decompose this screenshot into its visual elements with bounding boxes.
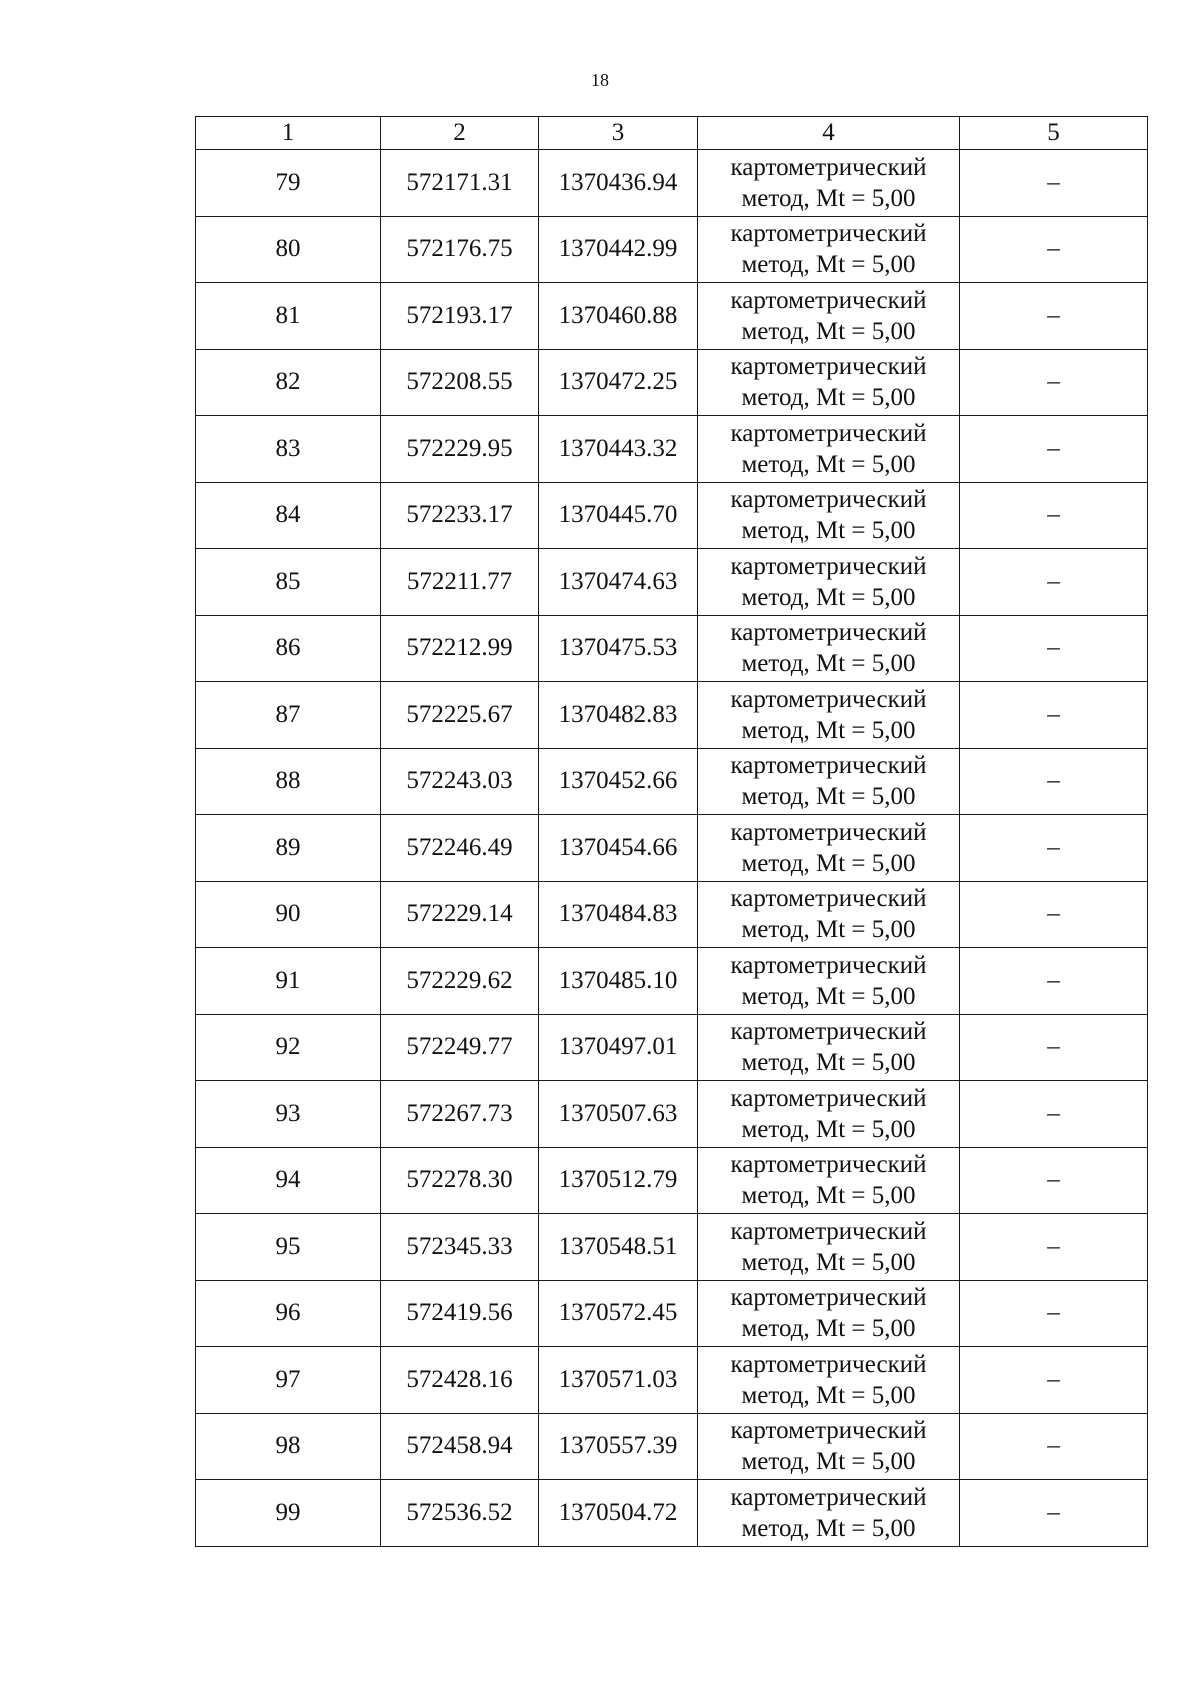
- method-line-2: метод, Mt = 5,00: [741, 783, 916, 811]
- note-cell: –: [960, 682, 1148, 749]
- y-coordinate-cell: 1370452.66: [539, 748, 698, 815]
- y-coordinate-cell: 1370557.39: [539, 1413, 698, 1480]
- note-cell: –: [960, 1480, 1148, 1547]
- method-line-2: метод, Mt = 5,00: [741, 1248, 916, 1276]
- method-cell: [698, 150, 960, 217]
- method-line-2: метод, Mt = 5,00: [741, 317, 916, 345]
- note-cell: –: [960, 482, 1148, 549]
- x-coordinate-cell: 572212.99: [381, 615, 539, 682]
- method-cell: [698, 615, 960, 682]
- x-coordinate-cell: 572278.30: [381, 1147, 539, 1214]
- table-row: [196, 815, 1148, 882]
- x-coordinate-cell: 572536.52: [381, 1480, 539, 1547]
- table-row: [196, 1014, 1148, 1081]
- point-number-cell: 93: [196, 1081, 381, 1148]
- table-row: [196, 1147, 1148, 1214]
- method-cell: [698, 1413, 960, 1480]
- method-line-2: метод, Mt = 5,00: [741, 650, 916, 678]
- note-cell: –: [960, 748, 1148, 815]
- note-cell: –: [960, 1347, 1148, 1414]
- point-number-cell: 82: [196, 349, 381, 416]
- point-number-cell: 86: [196, 615, 381, 682]
- method-line-1: картометрический: [730, 1084, 927, 1112]
- table-row: [196, 150, 1148, 217]
- point-number-cell: 88: [196, 748, 381, 815]
- y-coordinate-cell: 1370485.10: [539, 948, 698, 1015]
- table-row: [196, 1081, 1148, 1148]
- method-line-1: картометрический: [730, 752, 927, 780]
- header-col-1: 1: [196, 117, 381, 150]
- method-line-2: метод, Mt = 5,00: [741, 982, 916, 1010]
- method-line-1: картометрический: [730, 1284, 927, 1312]
- y-coordinate-cell: 1370507.63: [539, 1081, 698, 1148]
- x-coordinate-cell: 572171.31: [381, 150, 539, 217]
- y-coordinate-cell: 1370475.53: [539, 615, 698, 682]
- method-cell: [698, 416, 960, 483]
- method-cell: [698, 748, 960, 815]
- method-line-1: картометрический: [730, 619, 927, 647]
- x-coordinate-cell: 572233.17: [381, 482, 539, 549]
- method-cell: [698, 1081, 960, 1148]
- x-coordinate-cell: 572246.49: [381, 815, 539, 882]
- point-number-cell: 99: [196, 1480, 381, 1547]
- method-line-2: метод, Mt = 5,00: [741, 1448, 916, 1476]
- table-row: [196, 1280, 1148, 1347]
- method-line-2: метод, Mt = 5,00: [741, 1381, 916, 1409]
- method-cell: [698, 1147, 960, 1214]
- point-number-cell: 96: [196, 1280, 381, 1347]
- table-row: [196, 1480, 1148, 1547]
- table-row: [196, 283, 1148, 350]
- y-coordinate-cell: 1370571.03: [539, 1347, 698, 1414]
- note-cell: –: [960, 815, 1148, 882]
- method-cell: [698, 1347, 960, 1414]
- note-cell: –: [960, 150, 1148, 217]
- table-row: [196, 748, 1148, 815]
- note-cell: –: [960, 1413, 1148, 1480]
- method-cell: [698, 1280, 960, 1347]
- note-cell: –: [960, 615, 1148, 682]
- method-line-1: картометрический: [730, 951, 927, 979]
- x-coordinate-cell: 572229.14: [381, 881, 539, 948]
- point-number-cell: 80: [196, 216, 381, 283]
- method-line-1: картометрический: [730, 818, 927, 846]
- table-row: [196, 416, 1148, 483]
- x-coordinate-cell: 572225.67: [381, 682, 539, 749]
- y-coordinate-cell: 1370460.88: [539, 283, 698, 350]
- note-cell: –: [960, 1147, 1148, 1214]
- y-coordinate-cell: 1370474.63: [539, 549, 698, 616]
- method-line-2: метод, Mt = 5,00: [741, 1049, 916, 1077]
- x-coordinate-cell: 572176.75: [381, 216, 539, 283]
- point-number-cell: 97: [196, 1347, 381, 1414]
- method-line-1: картометрический: [730, 1350, 927, 1378]
- method-cell: [698, 216, 960, 283]
- x-coordinate-cell: 572267.73: [381, 1081, 539, 1148]
- y-coordinate-cell: 1370484.83: [539, 881, 698, 948]
- point-number-cell: 90: [196, 881, 381, 948]
- note-cell: –: [960, 549, 1148, 616]
- y-coordinate-cell: 1370482.83: [539, 682, 698, 749]
- method-cell: [698, 1214, 960, 1281]
- point-number-cell: 98: [196, 1413, 381, 1480]
- table-row: [196, 682, 1148, 749]
- method-line-2: метод, Mt = 5,00: [741, 916, 916, 944]
- table-row: [196, 216, 1148, 283]
- method-cell: [698, 1014, 960, 1081]
- table-row: [196, 1413, 1148, 1480]
- point-number-cell: 81: [196, 283, 381, 350]
- y-coordinate-cell: 1370504.72: [539, 1480, 698, 1547]
- method-line-2: метод, Mt = 5,00: [741, 1182, 916, 1210]
- table-body: [196, 150, 1148, 1547]
- y-coordinate-cell: 1370512.79: [539, 1147, 698, 1214]
- coordinates-table: [195, 116, 1148, 1547]
- x-coordinate-cell: 572243.03: [381, 748, 539, 815]
- method-cell: [698, 682, 960, 749]
- note-cell: –: [960, 349, 1148, 416]
- note-cell: –: [960, 1280, 1148, 1347]
- y-coordinate-cell: 1370497.01: [539, 1014, 698, 1081]
- method-cell: [698, 881, 960, 948]
- x-coordinate-cell: 572211.77: [381, 549, 539, 616]
- point-number-cell: 87: [196, 682, 381, 749]
- note-cell: –: [960, 1014, 1148, 1081]
- table-row: [196, 549, 1148, 616]
- table-row: [196, 615, 1148, 682]
- method-cell: [698, 1480, 960, 1547]
- header-col-4: 4: [698, 117, 960, 150]
- table-row: [196, 881, 1148, 948]
- y-coordinate-cell: 1370443.32: [539, 416, 698, 483]
- table-row: [196, 349, 1148, 416]
- header-row: [196, 117, 1148, 150]
- y-coordinate-cell: 1370445.70: [539, 482, 698, 549]
- method-line-1: картометрический: [730, 486, 927, 514]
- note-cell: –: [960, 881, 1148, 948]
- point-number-cell: 85: [196, 549, 381, 616]
- y-coordinate-cell: 1370472.25: [539, 349, 698, 416]
- method-line-2: метод, Mt = 5,00: [741, 1115, 916, 1143]
- note-cell: –: [960, 948, 1148, 1015]
- x-coordinate-cell: 572428.16: [381, 1347, 539, 1414]
- method-line-1: картометрический: [730, 419, 927, 447]
- method-line-1: картометрический: [730, 353, 927, 381]
- method-line-2: метод, Mt = 5,00: [741, 1315, 916, 1343]
- table-header: [196, 117, 1148, 150]
- method-line-1: картометрический: [730, 1417, 927, 1445]
- point-number-cell: 94: [196, 1147, 381, 1214]
- method-line-2: метод, Mt = 5,00: [741, 716, 916, 744]
- x-coordinate-cell: 572208.55: [381, 349, 539, 416]
- method-line-2: метод, Mt = 5,00: [741, 517, 916, 545]
- method-line-1: картометрический: [730, 1151, 927, 1179]
- header-col-2: 2: [381, 117, 539, 150]
- method-cell: [698, 815, 960, 882]
- x-coordinate-cell: 572419.56: [381, 1280, 539, 1347]
- method-line-1: картометрический: [730, 1018, 927, 1046]
- method-line-2: метод, Mt = 5,00: [741, 450, 916, 478]
- y-coordinate-cell: 1370442.99: [539, 216, 698, 283]
- y-coordinate-cell: 1370436.94: [539, 150, 698, 217]
- method-cell: [698, 283, 960, 350]
- y-coordinate-cell: 1370572.45: [539, 1280, 698, 1347]
- note-cell: –: [960, 1081, 1148, 1148]
- method-line-2: метод, Mt = 5,00: [741, 184, 916, 212]
- header-col-3: 3: [539, 117, 698, 150]
- method-cell: [698, 549, 960, 616]
- table-row: [196, 1347, 1148, 1414]
- point-number-cell: 84: [196, 482, 381, 549]
- table-row: [196, 1214, 1148, 1281]
- method-line-1: картометрический: [730, 1483, 927, 1511]
- method-line-1: картометрический: [730, 1217, 927, 1245]
- note-cell: –: [960, 1214, 1148, 1281]
- note-cell: –: [960, 416, 1148, 483]
- method-line-1: картометрический: [730, 885, 927, 913]
- y-coordinate-cell: 1370548.51: [539, 1214, 698, 1281]
- method-line-1: картометрический: [730, 286, 927, 314]
- method-line-1: картометрический: [730, 552, 927, 580]
- x-coordinate-cell: 572193.17: [381, 283, 539, 350]
- x-coordinate-cell: 572229.62: [381, 948, 539, 1015]
- point-number-cell: 95: [196, 1214, 381, 1281]
- note-cell: –: [960, 216, 1148, 283]
- method-line-2: метод, Mt = 5,00: [741, 583, 916, 611]
- x-coordinate-cell: 572229.95: [381, 416, 539, 483]
- x-coordinate-cell: 572345.33: [381, 1214, 539, 1281]
- point-number-cell: 91: [196, 948, 381, 1015]
- method-line-2: метод, Mt = 5,00: [741, 1514, 916, 1542]
- table-row: [196, 482, 1148, 549]
- method-cell: [698, 482, 960, 549]
- x-coordinate-cell: 572458.94: [381, 1413, 539, 1480]
- method-cell: [698, 349, 960, 416]
- method-line-2: метод, Mt = 5,00: [741, 849, 916, 877]
- point-number-cell: 92: [196, 1014, 381, 1081]
- page-number: 18: [591, 70, 609, 90]
- method-line-2: метод, Mt = 5,00: [741, 384, 916, 412]
- x-coordinate-cell: 572249.77: [381, 1014, 539, 1081]
- point-number-cell: 89: [196, 815, 381, 882]
- header-col-5: 5: [960, 117, 1148, 150]
- method-line-1: картометрический: [730, 685, 927, 713]
- point-number-cell: 83: [196, 416, 381, 483]
- point-number-cell: 79: [196, 150, 381, 217]
- method-cell: [698, 948, 960, 1015]
- y-coordinate-cell: 1370454.66: [539, 815, 698, 882]
- table-row: [196, 948, 1148, 1015]
- method-line-2: метод, Mt = 5,00: [741, 251, 916, 279]
- method-line-1: картометрический: [730, 153, 927, 181]
- note-cell: –: [960, 283, 1148, 350]
- method-line-1: картометрический: [730, 220, 927, 248]
